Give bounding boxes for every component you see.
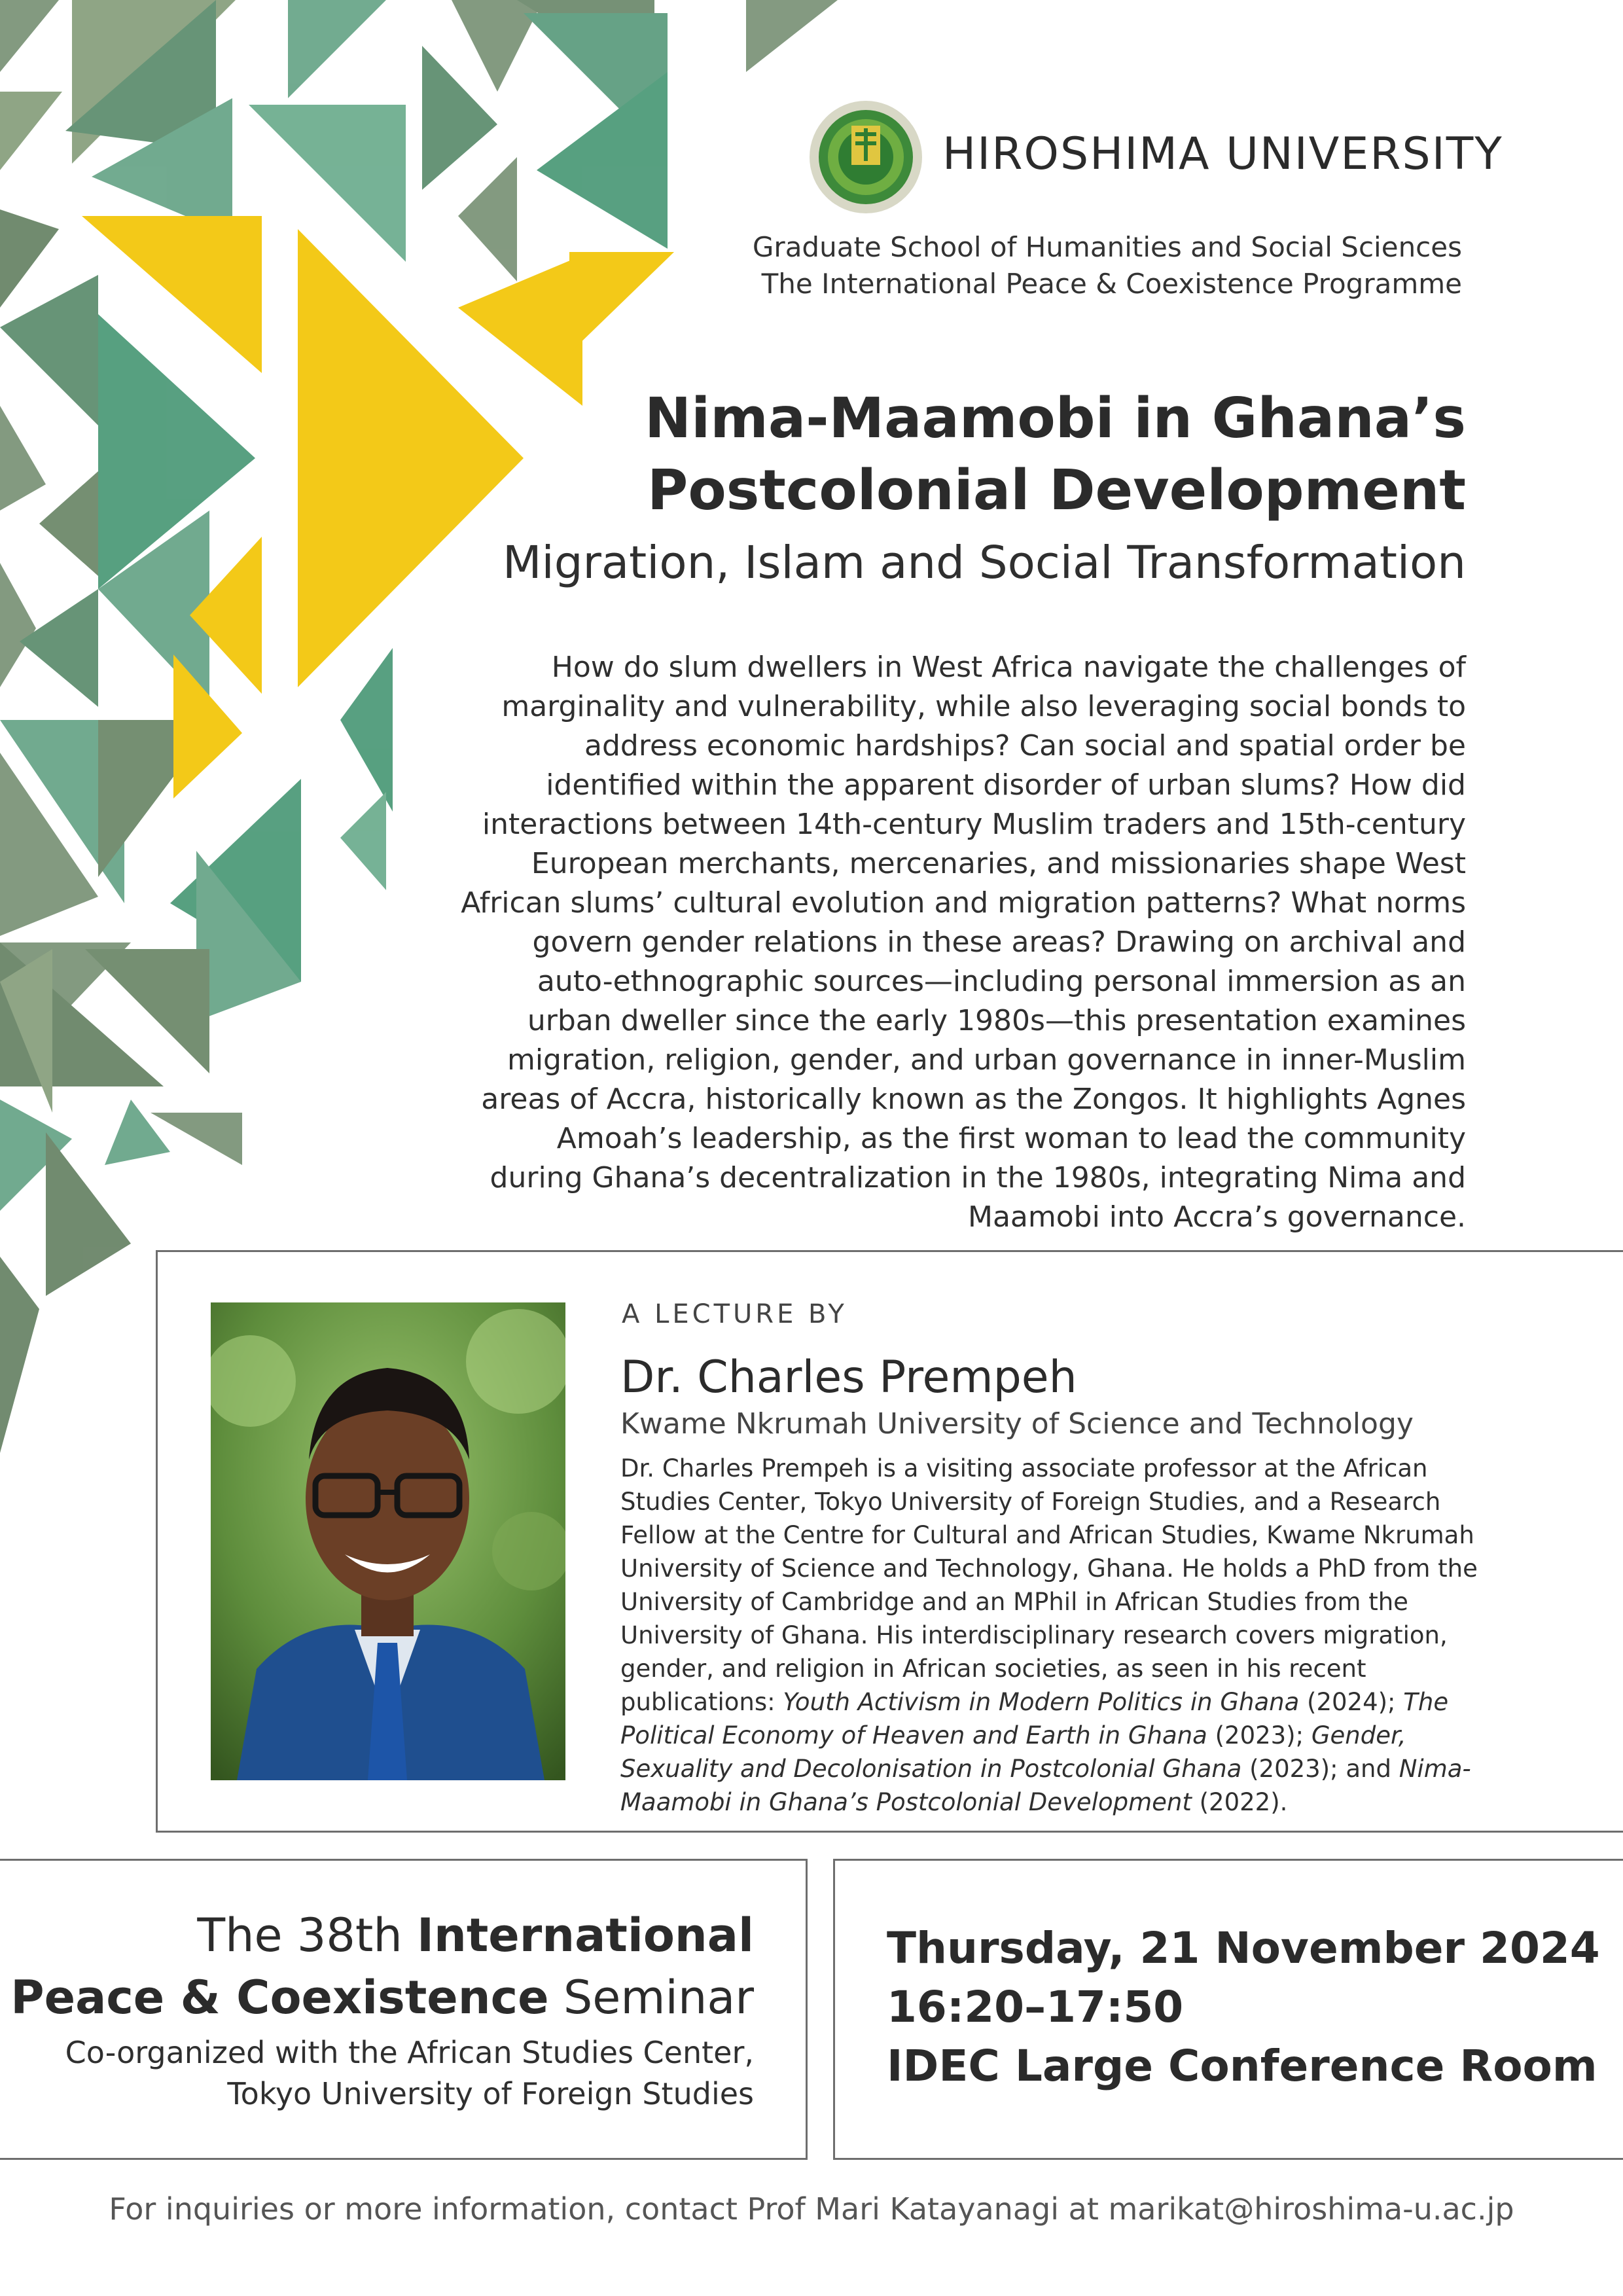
- page-subtitle: Migration, Islam and Social Transformation: [502, 537, 1466, 589]
- event-time: 16:20–17:50: [887, 1982, 1184, 2032]
- department: [753, 229, 1462, 302]
- title-line-2: Postcolonial Development: [647, 458, 1466, 523]
- programme-line: The International Peace & Coexistence Programme: [761, 268, 1462, 300]
- publication-1: Youth Activism in Modern Politics in Ghana: [783, 1688, 1300, 1716]
- publication-3-year: (2023); and: [1241, 1755, 1399, 1783]
- seminar-title: [10, 1905, 754, 2029]
- publication-3: Gender, Sexuality and Decolonisation in Postcolonial Ghana: [620, 1721, 1406, 1783]
- seminar-number: The 38th: [197, 1909, 417, 1962]
- event-date: Thursday, 21 November 2024: [887, 1923, 1600, 1973]
- publication-4: Nima-Maamobi in Ghana’s Postcolonial Development: [620, 1755, 1471, 1816]
- speaker-affiliation: Kwame Nkrumah University of Science and Technology: [620, 1407, 1414, 1441]
- seminar-title-line-2: [10, 1967, 754, 2029]
- hiroshima-university-seal-icon: [808, 99, 923, 215]
- abstract-text: How do slum dwellers in West Africa navigate the challenges of marginality and vulnerability, while also leveraging social bonds to address economic hardships? Can social and spatial order be identified within the apparent disorder of urban slums? How did interactions between 14th-century Muslim traders and 15th-century European merchants, mercenaries, and missionaries shape West African slums’ cultural evolution and migration patterns? What norms govern gender relations in these areas? Drawing on archival and auto-ethnographic sources—including personal immersion as an urban dweller since the early 1980s—this presentation examines migration, religion, gender, and urban governance in inner-Muslim areas of Accra, historically known as the Zongos. It highlights Agnes Amoah’s leadership, as the first woman to lead the community during Ghana’s decentralization in the 1980s, integrating Nima and Maamobi into Accra’s governance.: [461, 651, 1466, 1234]
- seminar-international: International: [416, 1909, 754, 1962]
- event-venue: IDEC Large Conference Room: [887, 2041, 1597, 2091]
- speaker-name: Dr. Charles Prempeh: [620, 1352, 1077, 1403]
- contact-info: For inquiries or more information, contact Prof Mari Katayanagi at marikat@hiroshima-u.ac.jp: [109, 2191, 1514, 2227]
- department-line: Graduate School of Humanities and Social Sciences: [752, 231, 1462, 263]
- university-name: HIROSHIMA UNIVERSITY: [942, 128, 1503, 180]
- seminar-peace-coexistence: Peace & Coexistence: [10, 1971, 549, 2024]
- bio-text: Dr. Charles Prempeh is a visiting associate professor at the African Studies Center, Tokyo University of Foreign Studies, and a Research Fellow at the Centre for Cultural and African Studies, Kwame Nkrumah University of Science and Technology, Ghana. He holds a PhD from the University of Cambridge and an MPhil in African Studies from the University of Ghana. His interdisciplinary research covers migration, gender, and religion in African societies, as seen in his recent publications:: [620, 1454, 1478, 1716]
- publication-4-year: (2022).: [1191, 1788, 1288, 1816]
- page-title: [645, 383, 1466, 527]
- speaker-photo: [211, 1302, 565, 1780]
- speaker-bio: [620, 1452, 1491, 1819]
- publication-2: The Political Economy of Heaven and Earth in Ghana: [620, 1688, 1449, 1749]
- co-organizer-line-1: Co-organized with the African Studies Center,: [65, 2035, 754, 2070]
- co-organizer-line-2: Tokyo University of Foreign Studies: [227, 2076, 754, 2111]
- publication-1-year: (2024);: [1299, 1688, 1404, 1716]
- co-organizer: [65, 2032, 754, 2115]
- seminar-title-line-1: [10, 1905, 754, 1967]
- lecture-by-label: A LECTURE BY: [622, 1299, 847, 1329]
- event-info: [887, 1919, 1600, 2096]
- seminar-word: Seminar: [548, 1971, 754, 2024]
- publication-2-year: (2023);: [1207, 1721, 1311, 1749]
- title-line-1: Nima-Maamobi in Ghana’s: [645, 386, 1466, 451]
